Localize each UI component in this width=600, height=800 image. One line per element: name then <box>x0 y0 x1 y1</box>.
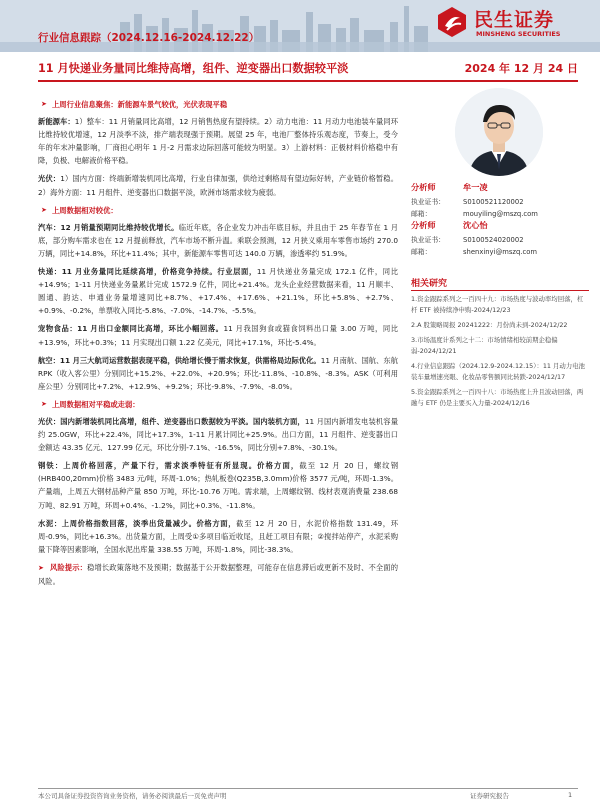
related-research-title: 相关研究 <box>411 279 448 289</box>
report-title: 11 月快递业务量同比维持高增，组件、逆变器出口数据较平淡 <box>38 62 349 75</box>
logo-english: MINSHENG SECURITIES <box>476 30 561 38</box>
section-heading: ➤ 上周数据相对平稳或走弱： <box>38 398 398 411</box>
analyst-email-1: 邮箱： mouyiling@mszq.com <box>411 210 538 218</box>
paragraph: 光伏：国内新增装机同比高增，组件、逆变器出口数据较为平淡。国内装机方面，11 月国内新增发电装机容量约 25.0GW，环比+22.4%，同比+17.3%，1-11 月累计同比+25.9%。出口方面，11 月组件、逆变器出口金额达 43.35 亿元、127.99 亿元，环比分别-7.1%、-16.5%，同比分别+7.8%、-30.1%。 <box>38 416 399 453</box>
paragraph: 汽车：12 月销量预期同比维持较优增长。临近年底，各企业发力冲击年底目标，并且由于 25 年春节在 1 月底，部分购车需求也在 12 月提前释放，汽车市场不断升温。乘联会预测，12 月狭义乘用车零售市场约 270.0 万辆，同比+14.8%，环比+11.4%；其中，新能源车零售可达 140.0 万辆，渗透率约 51.9%。 <box>38 222 398 258</box>
related-research-list <box>411 294 589 413</box>
footer-divider <box>38 788 578 789</box>
header-banner <box>0 0 600 52</box>
report-date: 2024 年 12 月 24 日 <box>464 62 578 75</box>
minsheng-logo-icon <box>436 6 468 38</box>
logo-chinese: 民生证券 <box>474 9 555 31</box>
company-logo <box>436 4 586 44</box>
risk-warning: ➤ 风险提示：稳增长政策落地不及预期；数据基于公开数据整理，可能存在信息滞后或更新不及时、不全面的风险。 <box>38 562 399 586</box>
avatar <box>455 88 543 176</box>
summary-column <box>38 98 398 593</box>
paragraph: 钢铁：上周价格回落，产量下行，需求淡季特征有所显现。价格方面，截至 12 月 20 日，螺纹钢(HRB400,20mm)价格 3483 元/吨，环周-1.0%；热轧板卷(Q235B,3.0mm)价格 3577 元/吨，环周-1.3%。产量端，上周五大钢材品种产量 850 万吨，环比-10.76 万吨。需求端，上周螺纹钢、线材表观消费量 238.68 万吨、82.91 万吨，环周+0.4%、-1.2%，同比+0.3%、-11.8%。 <box>38 461 398 510</box>
title-divider <box>38 80 578 82</box>
footer-report-type: 证券研究报告 <box>470 792 509 800</box>
triangle-bullet-icon: ➤ <box>41 399 47 408</box>
list-item[interactable]: 1.资金跟踪系列之一百四十九：市场热度与波动率均回落，杠杆 ETF 被持续净申购-2024/12/23 <box>411 295 584 314</box>
list-item[interactable]: 3.市场温度计系列之十二：市场情绪相较前期企稳偏弱-2024/12/21 <box>411 336 558 355</box>
analyst-photo <box>455 88 543 176</box>
paragraph: 新能源车：1）整车：11 月销量同比高增，12 月销售热度有望持续。2）动力电池：11 月动力电池装车量同环比维持较优增速，12 月淡季不淡，排产端表现强于预期。展望 25 年，电池厂整体持乐观态度，节奏上，受今年的年末冲量影响，厂商担心明年 1 月-2 月需求边际回落可能较为明显。3）上游材料：正极材料价格稳中有降，负极、电解液价格平稳。 <box>38 117 398 166</box>
paragraph: 快递：11 月业务量同比延续高增，价格竞争持续。行业层面，11 月快递业务量完成 172.1 亿件，同比+14.9%；1-11 月快递业务量累计完成 1572.9 亿件，同比+21.4%。龙头企业经营数据来看，11 月顺丰、圆通、韵达、申通业务量增速同比+8.7%、+17.4%、+17.6%、+21.1%，环比+5.8%、+2.7%、+0.9%、-0.2%，单票收入同比-5.8%、-7.0%、-14.7%、-5.5%。 <box>38 267 398 316</box>
triangle-bullet-icon: ➤ <box>38 563 44 572</box>
paragraph: 光伏：1）国内方面：终端新增装机同比高增，行业自律加强，供给过剩格局有望边际好转，产业链价格暂稳。2）海外方面：11 月组件、逆变器出口数据平淡，欧洲市场需求较为疲弱。 <box>38 174 399 197</box>
section-heading: ➤ 上周数据相对较优： <box>38 204 398 217</box>
analyst-cert-2: 执业证书： S0100524020002 <box>411 236 524 244</box>
list-item[interactable]: 2.A 股策略周报 20241222：月份尚未到-2024/12/22 <box>411 321 568 329</box>
analyst-name-1: 分析师 牟一凌 <box>411 182 488 192</box>
page-number: 1 <box>568 791 573 799</box>
analyst-cert-1: 执业证书： S0100521120002 <box>411 198 524 206</box>
triangle-bullet-icon: ➤ <box>41 205 47 214</box>
report-tag: 行业信息跟踪（2024.12.16-2024.12.22） <box>38 32 260 44</box>
paragraph: 航空：11 月三大航司运营数据表现平稳，供给增长慢于需求恢复，供需格局边际优化。11 月南航、国航、东航 RPK（收入客公里）分别同比+15.2%、+22.0%、+20.9%；环比-11.8%、-10.8%、-8.3%。ASK（可利用座公里）分别同比+7.2%、+12.9%、+9.2%；环比-9.8%、-7.9%、-8.0%。 <box>38 355 398 391</box>
analyst-name-2: 分析师 沈心怡 <box>411 220 488 230</box>
list-item[interactable]: 5.资金跟踪系列之一百四十八：市场热度上升且波动回落，两融与 ETF 仍是主要买入力量-2024/12/16 <box>411 388 584 407</box>
triangle-bullet-icon: ➤ <box>41 100 47 108</box>
analyst-email-2: 邮箱： shenxinyi@mszq.com <box>411 248 537 256</box>
list-item[interactable]: 4.行业信息跟踪（2024.12.9-2024.12.15）：11 月动力电池装车量增速亮眼、化妆品零售额同比转跌-2024/12/17 <box>411 362 585 381</box>
footer-disclaimer: 本公司具备证券投资咨询业务资格，请务必阅读最后一页免责声明 <box>38 792 227 800</box>
paragraph: 宠物食品：11 月出口金额同比高增，环比小幅回落。11 月我国狗食或猫食饲料出口量 3.00 万吨，同比+13.9%，环比+0.3%；11 月实现出口额 1.22 亿美元，同比+17.1%，环比-5.4%。 <box>38 324 398 347</box>
paragraph: 水泥：上周价格指数回落，淡季出货量减少。价格方面，截至 12 月 20 日，水泥价格指数 131.49，环周-0.9%，同比+16.3%。出货量方面，上周受①多项目临近收尾，且赶工项目有限；②搅拌站停产，水泥采购量下降等因素影响，全国水泥出库量 338.55 万吨，环周-1.8%，同比-38.3%。 <box>38 518 399 554</box>
section-heading: ➤ 上周行业信息聚焦：新能源车景气较优，光伏表现平稳 <box>38 98 398 111</box>
related-research-divider <box>411 290 589 291</box>
title-row <box>38 60 578 78</box>
